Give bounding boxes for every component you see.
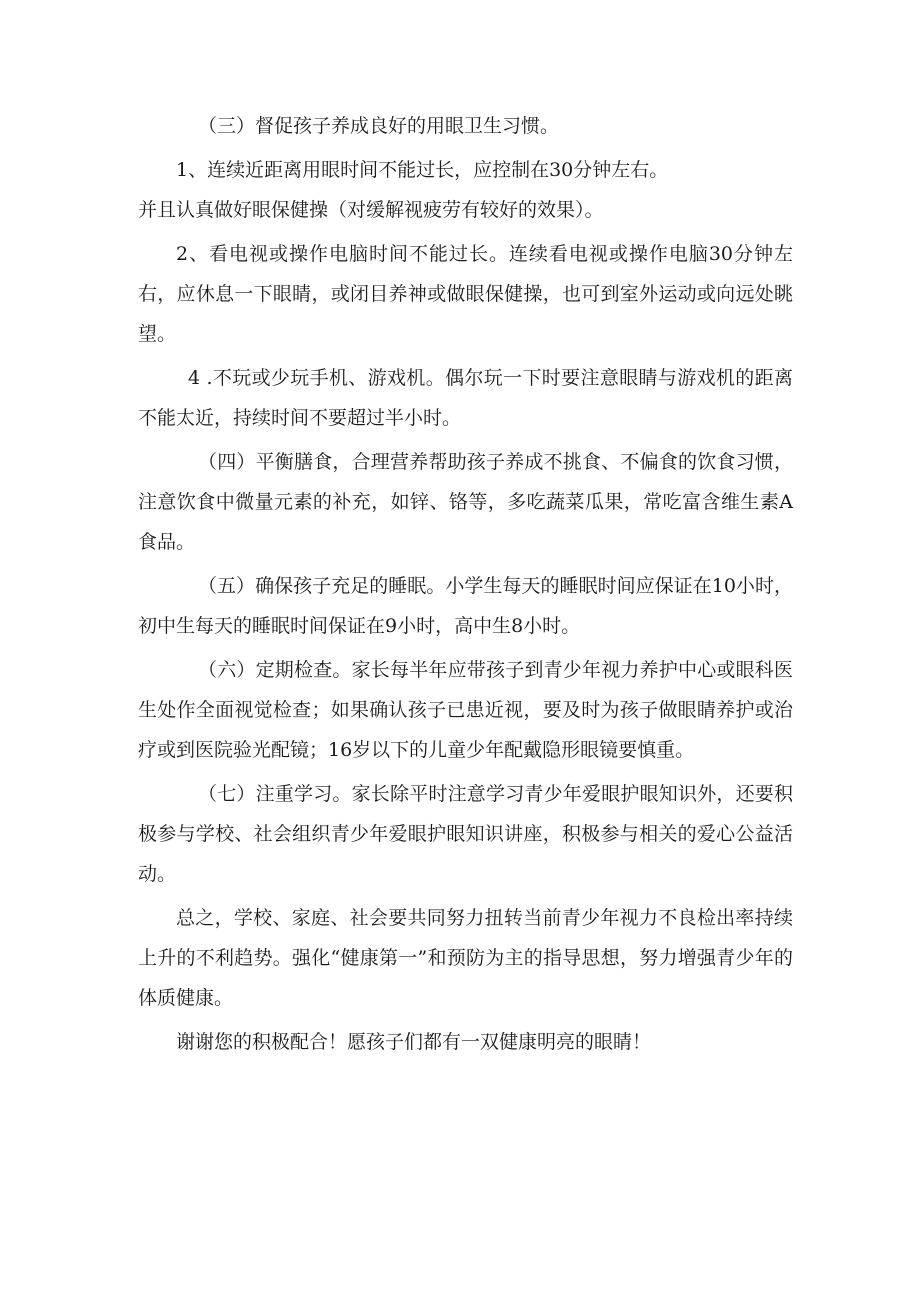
section-3-heading: （三）督促孩子养成良好的用眼卫生习惯。 <box>198 115 560 137</box>
paragraph-item-1: 1、连续近距离用眼时间不能过长，应控制在30分钟左右。 <box>176 159 669 181</box>
paragraph-section-5: （五）确保孩子充足的睡眠。小学生每天的睡眠时间应保证在10小时，初中生每天的睡眠时间保证在9小时，高中生8小时。 <box>138 575 793 637</box>
paragraph-section-4: （四）平衡膳食，合理营养帮助孩子养成不挑食、不偏食的饮食习惯，注意饮食中微量元素的补充，如锌、铬等，多吃蔬菜瓜果，常吃富含维生素A食品。 <box>138 451 793 553</box>
paragraph-section-6: （六）定期检查。家长每半年应带孩子到青少年视力养护中心或眼科医生处作全面视觉检查；如果确认孩子已患近视，要及时为孩子做眼睛养护或治疗或到医院验光配镜；16岁以下的儿童少年配戴隐形眼镜要慎重。 <box>138 659 793 761</box>
paragraph-section-7: （七）注重学习。家长除平时注意学习青少年爱眼护眼知识外，还要积极参与学校、社会组织青少年爱眼护眼知识讲座，积极参与相关的爱心公益活动。 <box>138 783 793 885</box>
document-body <box>138 106 793 1062</box>
paragraph-thanks: 谢谢您的积极配合！愿孩子们都有一双健康明亮的眼睛！ <box>176 1031 652 1053</box>
paragraph-summary: 总之，学校、家庭、社会要共同努力扭转当前青少年视力不良检出率持续上升的不利趋势。强化“健康第一”和预防为主的指导思想，努力增强青少年的体质健康。 <box>138 907 793 1009</box>
paragraph-item-1-continuation: 并且认真做好眼保健操（对缓解视疲劳有较好的效果）。 <box>138 199 604 221</box>
paragraph-item-2: 2、看电视或操作电脑时间不能过长。连续看电视或操作电脑30分钟左右，应休息一下眼睛，或闭目养神或做眼保健操，也可到室外运动或向远处眺望。 <box>138 243 793 345</box>
paragraph-item-4: 4 .不玩或少玩手机、游戏机。偶尔玩一下时要注意眼睛与游戏机的距离不能太近，持续时间不要超过半小时。 <box>138 367 793 429</box>
